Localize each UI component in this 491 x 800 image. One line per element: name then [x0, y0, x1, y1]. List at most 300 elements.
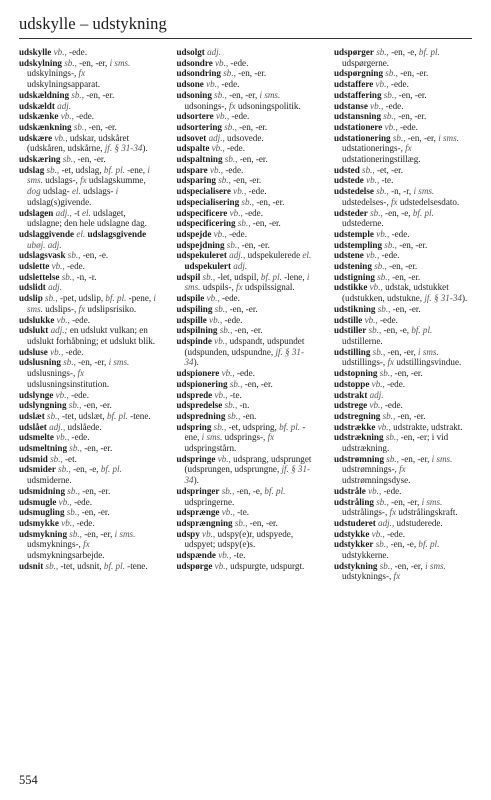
dictionary-entry	[334, 47, 474, 68]
entry-text: udstillerne.	[342, 335, 383, 346]
dictionary-entry	[177, 325, 317, 336]
entry-text: -te.	[229, 389, 242, 400]
entry-text: -te.	[237, 507, 250, 518]
grammar-note: vb.,	[369, 528, 388, 539]
dictionary-entry	[19, 561, 159, 572]
headword: udskære	[19, 132, 53, 143]
running-header: udskylle – udstykning	[19, 14, 167, 33]
column-right	[334, 47, 474, 777]
dictionary-entry	[334, 101, 474, 112]
dictionary-entry	[19, 208, 159, 229]
dictionary-entry	[177, 529, 317, 550]
grammar-note: vb.,	[209, 143, 228, 154]
entry-text: -en, -er.	[399, 239, 428, 250]
dictionary-entry	[334, 518, 474, 529]
headword: udspekuleret	[176, 250, 227, 261]
headword: udstede	[334, 175, 364, 186]
entry-text: -ede.	[385, 100, 404, 111]
dictionary-entry	[334, 133, 474, 165]
grammar-note: adj.,	[375, 517, 397, 528]
entry-text: udstyknings-,	[342, 571, 394, 582]
grammar-note: fx	[77, 368, 85, 379]
headword: udsluse	[19, 346, 48, 357]
grammar-note: sb.,	[370, 346, 388, 357]
grammar-note: vb.,	[47, 346, 66, 357]
dictionary-entry	[19, 507, 159, 518]
entry-text: -en, -er.	[244, 378, 273, 389]
headword: udslukke	[19, 314, 55, 325]
dictionary-entry	[177, 454, 317, 486]
entry-text: -ede.	[384, 400, 403, 411]
entry-text: udstationeringstillæg.	[342, 154, 421, 165]
grammar-note: bf. pl.	[260, 271, 282, 282]
entry-text: udstuderede.	[396, 517, 443, 528]
grammar-note: i sms.	[418, 346, 439, 357]
grammar-note: vb.,	[219, 507, 238, 518]
grammar-note: adj.,	[226, 250, 248, 261]
dictionary-entry	[334, 261, 474, 272]
headword: udspecialisere	[176, 186, 231, 197]
grammar-note: vb.,	[373, 228, 392, 239]
dictionary-entry	[177, 79, 317, 90]
entry-text: -ede.	[400, 121, 418, 132]
entry-text: -en, -er.	[82, 485, 111, 496]
dictionary-entry	[19, 58, 159, 90]
entry-text: -en, -er.	[84, 443, 113, 454]
headword: udslettelse	[19, 271, 60, 282]
grammar-note: vb.,	[207, 164, 226, 175]
headword: udspiling	[176, 303, 213, 314]
entry-text: -tet, udsnit,	[60, 560, 104, 571]
entry-text: -ede.	[231, 111, 250, 122]
grammar-note: fx	[391, 196, 398, 207]
grammar-note: sb.,	[60, 357, 79, 368]
grammar-note: sb.,	[224, 239, 242, 250]
grammar-note: vb.,	[367, 282, 386, 293]
entry-text: -en, -er; i vid udstrækning.	[342, 432, 449, 454]
dictionary-entry	[177, 400, 317, 411]
grammar-note: sb.,	[373, 47, 392, 57]
entry-columns	[19, 47, 474, 777]
headword: udslukt	[19, 325, 49, 336]
grammar-note: vb.,	[212, 57, 231, 68]
entry-text: -en, -er.	[392, 271, 421, 282]
grammar-note: sb.,	[373, 539, 391, 550]
grammar-note: bf. pl.	[100, 464, 122, 475]
grammar-note: jf. § 31-34	[184, 464, 311, 486]
headword: udstrækning	[334, 432, 384, 443]
grammar-note: i sms.	[425, 560, 446, 571]
entry-text: ).	[142, 143, 148, 154]
entry-text: -en, -er.	[398, 89, 427, 100]
grammar-note: adj.	[45, 282, 62, 293]
grammar-note: sb.,	[227, 378, 245, 389]
grammar-note: bf. pl.	[103, 164, 125, 175]
headword: udsmugling	[19, 507, 65, 518]
grammar-note: fx	[393, 571, 401, 582]
entry-text: -ede.	[245, 207, 263, 218]
headword: udstrakt	[334, 389, 368, 400]
entry-text: -ede.	[381, 250, 400, 261]
grammar-note: sb.,	[380, 410, 398, 421]
entry-text: udstrålingskraft.	[396, 507, 458, 518]
grammar-note: bf. pl.	[279, 421, 301, 432]
dictionary-entry	[19, 422, 159, 433]
grammar-note: vb.,	[219, 368, 237, 379]
entry-text: udstillingsvindue.	[394, 357, 462, 368]
grammar-note: vb.,	[51, 47, 70, 57]
headword: udstaffere	[334, 79, 374, 90]
entry-text: -en, -e,	[391, 47, 419, 57]
grammar-note: sb.,	[69, 89, 87, 100]
entry-text: -en, -er.	[229, 303, 258, 314]
entry-text: udstak, udstukket (udstukken, udstukne,	[342, 282, 449, 304]
dictionary-entry	[177, 218, 317, 229]
dictionary-entry	[334, 347, 474, 368]
grammar-note: fx	[228, 100, 236, 111]
headword: udsmugle	[19, 496, 57, 507]
entry-text: -en, -er.	[256, 196, 285, 207]
grammar-note: sb.,	[65, 250, 83, 261]
entry-text: udspy(e)r, udspyede, udspyet; udspy(e)s.	[184, 528, 294, 550]
headword: udstiller	[334, 325, 367, 336]
dictionary-entry	[334, 422, 474, 433]
entry-text: udspekulerede	[247, 250, 303, 261]
dictionary-entry	[177, 111, 317, 122]
entry-text: udstationerings-,	[342, 143, 406, 154]
entry-text: -en, -e,	[385, 207, 413, 218]
dictionary-entry	[177, 175, 317, 186]
entry-text: -ede.	[229, 228, 247, 239]
headword: udspørger	[334, 47, 374, 57]
dictionary-entry	[334, 304, 474, 315]
entry-text: udsoningspolitik.	[235, 100, 301, 111]
headword: udsprede	[176, 389, 213, 400]
headword: udsoning	[176, 89, 212, 100]
page-number: 554	[19, 773, 38, 787]
headword: udskældt	[19, 100, 55, 111]
headword: udspredelse	[176, 400, 223, 411]
grammar-note: adj.,	[53, 207, 75, 218]
headword: udstanse	[334, 100, 368, 111]
headword: udspænde	[176, 550, 216, 561]
headword: udstansning	[334, 111, 382, 122]
entry-text: -en, -e,	[390, 539, 419, 550]
entry-text: -en, -er.	[88, 121, 117, 132]
grammar-note: vb.,	[58, 517, 77, 528]
grammar-note: i sms.	[27, 293, 156, 314]
grammar-note: sb.,	[64, 507, 82, 518]
entry-text: -en, -er,	[401, 453, 432, 464]
grammar-note: sb.,	[384, 453, 402, 464]
entry-text: -en, -er.	[86, 89, 115, 100]
headword: udskylning	[19, 57, 62, 68]
grammar-note: vb.,	[206, 314, 225, 325]
entry-text: -ede.	[387, 378, 405, 389]
grammar-note: jf. § 31-34	[104, 143, 143, 154]
grammar-note: vb.,	[367, 100, 386, 111]
grammar-note: sb.,	[222, 400, 240, 411]
grammar-note: sb.,	[383, 68, 401, 79]
grammar-note: i sms.	[27, 164, 150, 186]
entry-text: udslags-,	[42, 175, 81, 186]
dictionary-entry	[334, 175, 474, 186]
grammar-note: sb.,	[366, 325, 384, 336]
grammar-note: sb.,	[377, 368, 395, 379]
dictionary-entry	[334, 68, 474, 79]
headword: udsmid	[19, 453, 48, 464]
entry-text: udslags-	[80, 186, 116, 197]
headword: udspringer	[176, 485, 220, 496]
dictionary-entry	[334, 390, 474, 401]
entry-text: udslusnings-,	[27, 368, 78, 379]
dictionary-entry	[177, 165, 317, 176]
headword: udspinde	[176, 335, 212, 346]
entry-text: -en, -er,	[229, 89, 260, 100]
entry-text: -ede.	[224, 314, 243, 325]
grammar-note: i sms.	[109, 57, 131, 68]
entry-text: -en, -er.	[239, 121, 268, 132]
dictionary-entry	[177, 197, 317, 208]
dictionary-entry	[177, 518, 317, 529]
entry-text: -en, -er.	[233, 175, 262, 186]
grammar-note: vb.,	[54, 314, 73, 325]
headword: udstikning	[334, 303, 376, 314]
grammar-note: sb.,	[239, 196, 257, 207]
headword: udstationering	[334, 132, 391, 143]
grammar-note: sb.,	[67, 528, 85, 539]
entry-text: udstrømnings-,	[342, 464, 400, 475]
entry-text: -pet, udslip,	[59, 293, 106, 304]
entry-text: -tene.	[127, 410, 151, 421]
grammar-note: fx	[389, 507, 397, 518]
dictionary-entry	[177, 507, 317, 518]
entry-text: -en, -er.	[394, 368, 423, 379]
headword: udstykker	[334, 539, 374, 550]
headword: udsteder	[334, 207, 368, 218]
entry-text: -en, -e,	[73, 464, 101, 475]
headword: udslette	[19, 261, 50, 272]
entry-text: udstykkerne.	[342, 550, 389, 561]
grammar-note: sb.,	[359, 164, 377, 175]
dictionary-entry	[334, 315, 474, 326]
headword: udstille	[334, 314, 363, 325]
headword: udspringe	[176, 453, 216, 464]
grammar-note: sb.,	[220, 68, 239, 79]
entry-text: -ede.	[380, 314, 398, 325]
dictionary-entry	[334, 368, 474, 379]
entry-text: -te.	[381, 175, 394, 186]
entry-text: udslagskumme,	[86, 175, 146, 186]
headword: udskænkning	[19, 121, 72, 132]
grammar-note: fx	[387, 357, 395, 368]
headword: udstrække	[334, 421, 376, 432]
grammar-note: adj.	[54, 100, 72, 111]
entry-text: -en, -er.	[397, 410, 426, 421]
headword: udspørgning	[334, 68, 384, 79]
entry-text: udsmyknings-,	[27, 539, 84, 550]
grammar-note: sb.,	[374, 271, 393, 282]
entry-text: udstederne.	[342, 218, 384, 229]
headword: udsprængning	[176, 517, 233, 528]
grammar-note: sb.,	[377, 560, 395, 571]
grammar-note: bf. pl.	[103, 560, 125, 571]
entry-text: -ede.	[65, 346, 84, 357]
headword: udstråling	[334, 496, 374, 507]
headword: udstedelse	[334, 186, 374, 197]
headword: udsmykning	[19, 528, 68, 539]
entry-text: -tet, udslæt,	[61, 410, 107, 421]
entry-text: -ede.	[383, 485, 402, 496]
grammar-note: bf. pl.	[411, 325, 433, 336]
entry-text: -en, -er,	[407, 132, 439, 143]
entry-text: udspandt, udspundet (udspunden, udspundne,	[184, 335, 305, 357]
dictionary-entry	[334, 122, 474, 133]
entry-text: -ede.	[76, 517, 95, 528]
grammar-note: el.	[74, 228, 88, 239]
headword: udspecialisering	[176, 196, 240, 207]
entry-text: udslag-	[40, 186, 72, 197]
entry-text: -ede.	[69, 47, 87, 57]
grammar-note: sb.,	[44, 164, 62, 175]
headword: udspørge	[176, 560, 213, 571]
headword: udsnit	[19, 560, 44, 571]
grammar-note: sb.,	[371, 261, 390, 272]
entry-text: -en, -er,	[84, 528, 115, 539]
headword: udslæt	[19, 410, 45, 421]
dictionary-entry	[19, 443, 159, 454]
dictionary-entry	[177, 272, 317, 293]
grammar-note: sb.,	[66, 400, 84, 411]
dictionary-entry	[334, 90, 474, 101]
dictionary-entry	[177, 336, 317, 368]
entry-text: udspørgerne.	[342, 57, 390, 68]
headword: udskældning	[19, 89, 70, 100]
grammar-note: sb.,	[235, 218, 253, 229]
entry-text: -en, -er.	[83, 400, 112, 411]
headword: udspaltning	[176, 154, 223, 165]
dictionary-entry	[334, 208, 474, 229]
dictionary-entry	[19, 111, 159, 122]
entry-text: -ene,	[184, 421, 306, 443]
dictionary-entry	[19, 293, 159, 314]
headword: udstrømning	[334, 453, 385, 464]
dictionary-entry	[334, 486, 474, 497]
dictionary-entry	[177, 550, 317, 561]
entry-text: udslåede.	[67, 421, 102, 432]
entry-text: -en, -er,	[79, 57, 110, 68]
entry-text: -n.	[239, 400, 250, 411]
headword: udstykke	[334, 528, 370, 539]
header-rule	[19, 38, 472, 39]
grammar-note: i sms.	[438, 132, 459, 143]
dictionary-entry	[19, 464, 159, 485]
grammar-note: bf. pl.	[264, 485, 286, 496]
dictionary-entry	[177, 122, 317, 133]
dictionary-entry	[334, 165, 474, 176]
dictionary-entry	[19, 347, 159, 358]
grammar-note: bf. pl.	[105, 293, 127, 304]
dictionary-entry	[177, 208, 317, 219]
dictionary-entry	[19, 454, 159, 465]
entry-text: -en.	[242, 410, 257, 421]
headword: udspille	[176, 314, 207, 325]
headword: udslaggivende	[19, 228, 75, 239]
entry-text: udspringerne.	[184, 496, 235, 507]
entry-text: udsprings-,	[222, 432, 268, 443]
dictionary-entry	[19, 133, 159, 154]
entry-text: -ede.	[225, 164, 244, 175]
grammar-note: fx	[83, 539, 90, 550]
grammar-note: vb.,	[49, 261, 67, 272]
grammar-note: vb.,	[56, 496, 75, 507]
dictionary-entry	[334, 379, 474, 390]
grammar-note: sb.,	[373, 186, 392, 197]
dictionary-entry	[177, 422, 317, 454]
grammar-note: sb.,	[61, 57, 80, 68]
grammar-note: sb.,	[367, 207, 386, 218]
dictionary-entry	[177, 133, 317, 144]
grammar-note: i sms.	[114, 528, 136, 539]
entry-text: udslusningsinstitution.	[27, 378, 110, 389]
dictionary-entry	[177, 304, 317, 315]
grammar-note: vb.,	[213, 111, 232, 122]
dictionary-entry	[19, 411, 159, 422]
entry-text: -en, -er.	[239, 154, 268, 165]
grammar-note: sb.,	[383, 432, 401, 443]
headword: udstilling	[334, 346, 371, 357]
grammar-note: fx	[78, 303, 86, 314]
grammar-note: vb.,	[362, 314, 380, 325]
headword: udstemple	[334, 228, 374, 239]
dictionary-entry	[19, 229, 159, 250]
entry-text: -ene,	[124, 164, 148, 175]
entry-text: udspringstårn.	[184, 443, 237, 454]
grammar-note: sb.,	[221, 121, 240, 132]
headword: udspecificere	[176, 207, 228, 218]
headword: udslag	[19, 164, 45, 175]
entry-text: udsmykningsarbejde.	[27, 550, 105, 561]
headword: udspilning	[176, 325, 218, 336]
headword: udskæring	[19, 154, 61, 165]
grammar-note: vb.,	[363, 175, 382, 186]
entry-text: -en, -er.	[241, 239, 270, 250]
column-middle	[177, 47, 317, 777]
headword: udslidt	[19, 282, 46, 293]
grammar-note: i sms.	[201, 432, 223, 443]
entry-text: -en, -e.	[82, 250, 109, 261]
dictionary-entry	[334, 539, 474, 560]
grammar-note: vb.,	[369, 378, 388, 389]
entry-text: udstrålings-,	[342, 507, 390, 518]
entry-text: -en, -er.	[400, 68, 429, 79]
headword: udskylle	[19, 47, 52, 57]
dictionary-entry	[334, 79, 474, 90]
headword: udspejdning	[176, 239, 225, 250]
grammar-note: sb.,	[222, 154, 240, 165]
headword: udstationere	[334, 121, 383, 132]
entry-text: udsprang, udsprunget (udsprungen, udsprungne,	[184, 453, 312, 475]
dictionary-entry	[19, 122, 159, 133]
grammar-note: bf. pl.	[418, 539, 440, 550]
grammar-note: sb.,	[42, 293, 60, 304]
headword: udspionering	[176, 378, 228, 389]
entry-text: -ede.	[248, 186, 267, 197]
entry-text: -en, -er.	[392, 303, 421, 314]
headword: udstene	[334, 250, 364, 261]
headword: udsmeltning	[19, 443, 68, 454]
grammar-note: jf. § 31-34	[424, 293, 462, 304]
